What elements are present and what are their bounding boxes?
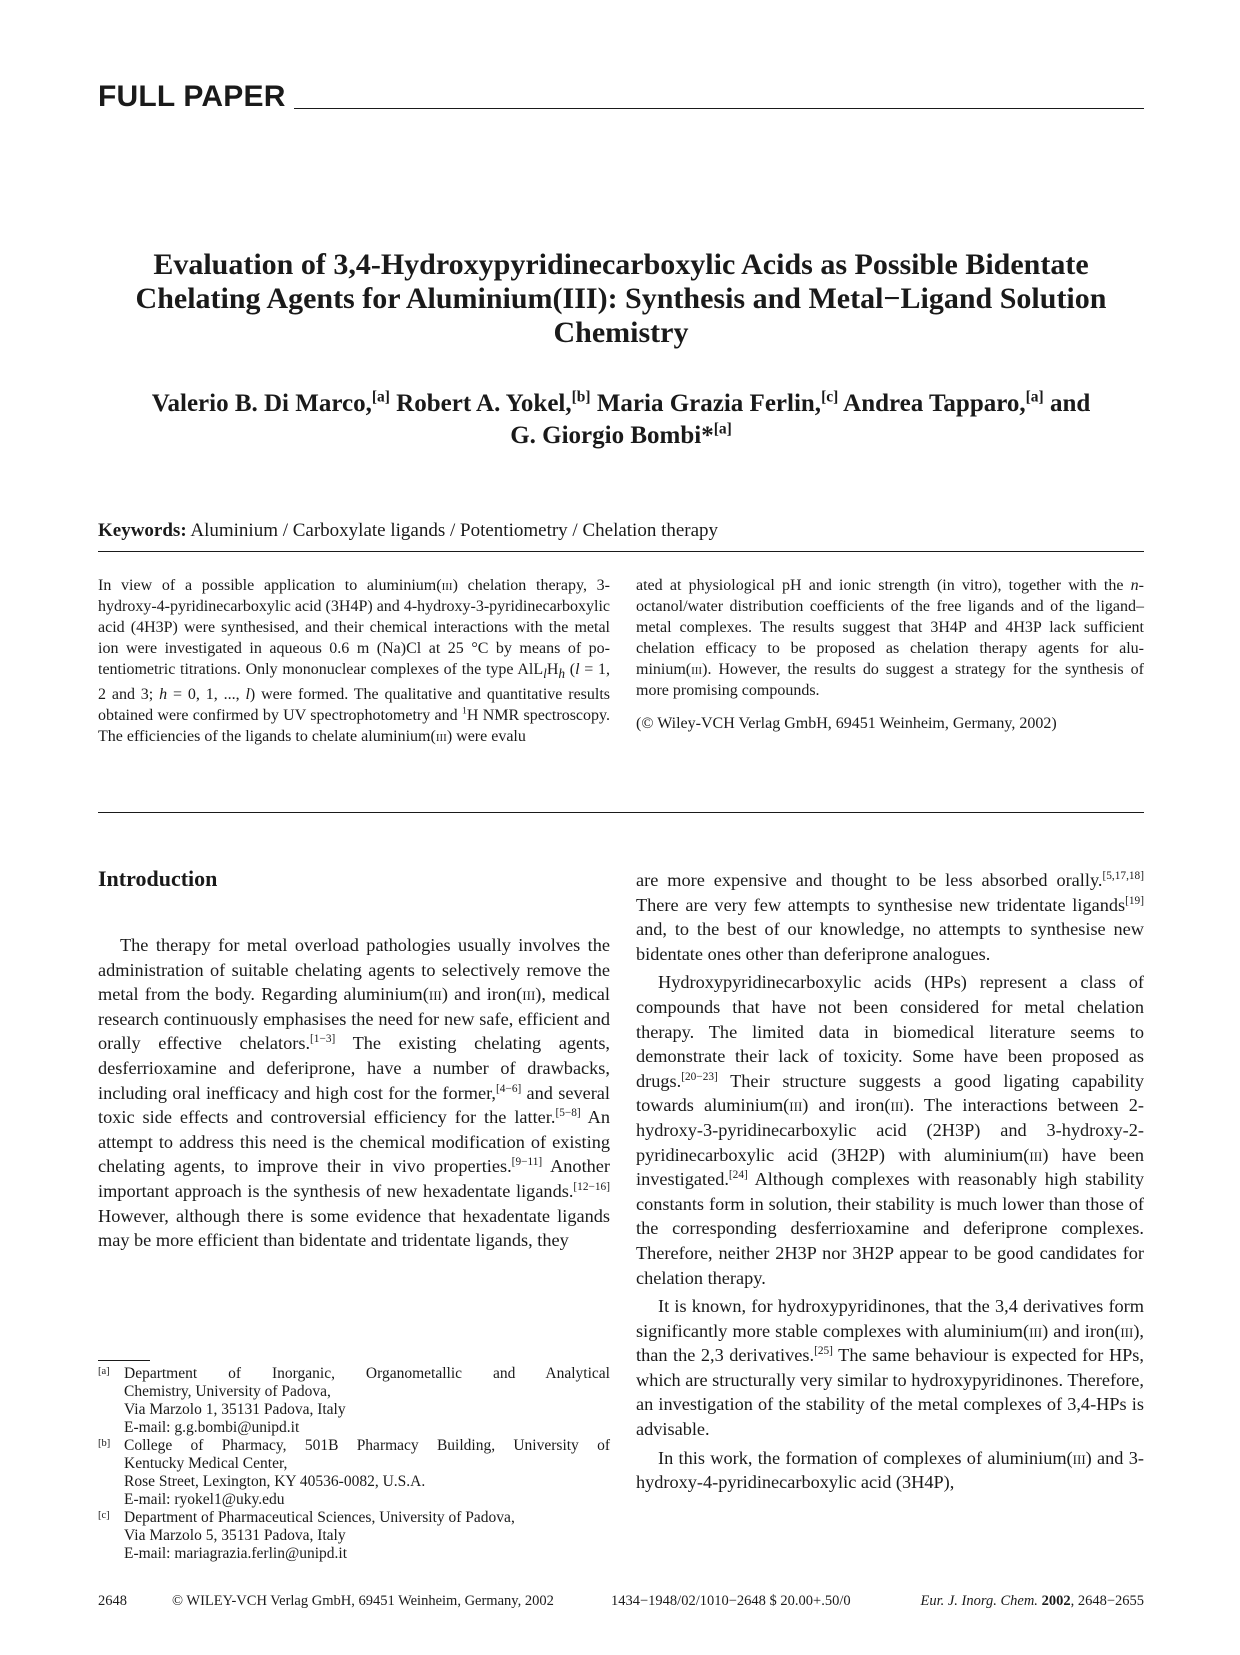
abstract-text-left: In view of a possible application to aluminium(iii) chelation therapy, 3-hydroxy-4-pyridinecarboxylic acid (3H4P) and 4-hydroxy-3-pyridinecarboxylic acid (4H3P) were synthesised, and their chemical interactions with the metal ion were investigated in aqueous 0.6 m (Na)Cl at 25 °C by means of potentiometric titrations. Only mononuclear complexes of the type $AlL_lH_h$ (l = 1, 2 and 3; h = 0, 1, ..., l) were formed. The qualitative and quantitative results obtained were confirmed by UV spectrophotometry and $^1$H NMR spectroscopy. The efficiencies of the ligands to chelate aluminium(iii) were evalu xyxy=(98,577,611,746)
footnote xyxy=(98,1509,610,1563)
footnote xyxy=(98,1365,610,1437)
footnote-line: College of Pharmacy, 501B Pharmacy Building, University of xyxy=(124,1437,610,1454)
author-affiliation: [b] xyxy=(571,388,591,406)
abstract-right-column xyxy=(636,575,1144,746)
footnote-line: Chemistry, University of Padova, xyxy=(124,1383,331,1400)
journal-year: 2002 xyxy=(1041,1593,1071,1609)
footnote xyxy=(98,1437,610,1509)
footnote-line: Via Marzolo 5, 35131 Padova, Italy xyxy=(124,1527,346,1544)
section-label: FULL PAPER xyxy=(98,80,286,113)
keywords-text: Aluminium / Carboxylate ligands / Potentiometry / Chelation therapy xyxy=(190,520,719,541)
title-part-1: Evaluation of 3,4-Hydroxypyridinecarboxylic Acids as Possible Bidentate Chelating Agents for Aluminium( xyxy=(135,248,1089,315)
author-name: Maria Grazia Ferlin, xyxy=(596,390,822,417)
journal-citation xyxy=(920,1592,1144,1610)
footnote-mark: [c] xyxy=(98,1510,110,1521)
author-affiliation: [a] xyxy=(371,388,390,406)
paper-title xyxy=(98,248,1144,350)
intro-paragraph: In this work, the formation of complexes of aluminium(iii) and 3-hydroxy-4-pyridinecarboxylic acid (3H4P), xyxy=(636,1447,1144,1493)
footnote-line: Department of Pharmaceutical Sciences, University of Padova, xyxy=(124,1509,515,1526)
journal-name: Eur. J. Inorg. Chem. xyxy=(920,1593,1038,1609)
title-part-2: ): Synthesis and Metal−Ligand Solution Chemistry xyxy=(553,282,1107,349)
author-affiliation: [c] xyxy=(821,388,839,406)
header-rule xyxy=(294,108,1144,109)
keywords-label: Keywords: xyxy=(98,520,187,541)
intro-paragraph: It is known, for hydroxypyridinones, that the 3,4 derivatives form significantly more stable complexes with aluminium(iii) and iron(iii), than the 2,3 derivatives.[25] The same behaviour is expected for HPs, which are structurally very similar to hydroxypyridinones. Therefore, an investigation of the stability of the metal complexes of 3,4-HPs is advisable. xyxy=(636,1296,1144,1440)
footnote-rule xyxy=(98,1360,150,1361)
introduction-heading: Introduction xyxy=(98,866,218,891)
footnote-line: Via Marzolo 1, 35131 Padova, Italy xyxy=(124,1401,346,1418)
section-header xyxy=(98,78,1144,112)
author-separator: and xyxy=(1043,390,1091,417)
abstract-text-right: ated at physiological pH and ionic strength (in vitro), together with the n-octanol/water distribution coefficients of the free ligands and of the ligand–metal complexes. The results suggest that 3H4P and 4H3P lack sufficient chelation efficacy to be proposed as chelation therapy agents for aluminium(iii). However, the results do suggest a strategy for the synthesis of more promising compounds. xyxy=(636,577,1144,699)
footnote-email: E-mail: ryokel1@uky.edu xyxy=(124,1491,285,1508)
intro-left-column xyxy=(98,933,610,1253)
author-name: Valerio B. Di Marco, xyxy=(151,390,372,417)
intro-paragraph: are more expensive and thought to be less absorbed orally.[5,17,18] There are very few attempts to synthesise new tridentate ligands[19] and, to the best of our knowledge, no attempts to synthesise new bidentate ones other than deferiprone analogues. xyxy=(636,869,1144,964)
abstract-rule xyxy=(98,812,1144,813)
author-name: Robert A. Yokel, xyxy=(396,390,572,417)
footnote-email: E-mail: mariagrazia.ferlin@unipd.it xyxy=(124,1545,348,1562)
footnote-mark: [b] xyxy=(98,1438,111,1449)
keywords xyxy=(98,519,1144,543)
title-oxidation-state: III xyxy=(562,282,598,315)
footnote-line: Department of Inorganic, Organometallic and Analytical xyxy=(124,1365,610,1382)
author-affiliation: [a] xyxy=(713,420,732,438)
footnote-mark: [a] xyxy=(98,1366,110,1377)
intro-right-column xyxy=(636,868,1144,1495)
abstract-copyright: (© Wiley-VCH Verlag GmbH, 69451 Weinheim, Germany, 2002) xyxy=(636,715,1057,732)
author-list xyxy=(98,388,1144,452)
keywords-rule xyxy=(98,551,1144,552)
intro-paragraph: Hydroxypyridinecarboxylic acids (HPs) represent a class of compounds that have not been considered for metal chelation therapy. The limited data in biomedical literature seems to demonstrate their lack of toxicity. Some have been proposed as drugs.[20−23] Their structure suggests a good ligating capability towards aluminium(iii) and iron(iii). The interactions between 2-hydroxy-3-pyridinecarboxylic acid (2H3P) and 3-hydroxy-2-pyridinecarboxylic acid (3H2P) with aluminium(iii) have been investigated.[24] Although complexes with reasonably high stability constants form in solution, their stability is much lower than those of the corresponding desferrioxamine and deferiprone complexes. Therefore, neither 2H3P nor 3H2P appear to be good candidates for chelation therapy. xyxy=(636,972,1145,1288)
footnote-line: Kentucky Medical Center, xyxy=(124,1455,288,1472)
footnote-line: Rose Street, Lexington, KY 40536-0082, U.S.A. xyxy=(124,1473,426,1490)
article-code: 1434−1948/02/1010−2648 $ 20.00+.50/0 xyxy=(611,1593,851,1609)
page-number: 2648 xyxy=(98,1593,127,1609)
author-affiliation: [a] xyxy=(1025,388,1044,406)
author-name: Andrea Tapparo, xyxy=(843,390,1026,417)
publisher-line: © WILEY-VCH Verlag GmbH, 69451 Weinheim, Germany, 2002 xyxy=(172,1593,554,1609)
affiliation-footnotes xyxy=(98,1365,610,1563)
intro-paragraph: The therapy for metal overload pathologies usually involves the administration of suitable chelating agents to selectively remove the metal from the body. Regarding aluminium(iii) and iron(iii), medical research continuously emphasises the need for new safe, efficient and orally effective chelators.[1−3] The existing chelating agents, desferrioxamine and deferiprone, have a number of drawbacks, including oral inefficacy and high cost for the former,[4−6] and several toxic side effects and controversial efficiency for the latter.[5−8] An attempt to address this need is the chemical modification of existing chelating agents, to improve their in vivo properties.[9−11] Another important approach is the synthesis of new hexadentate ligands.[12−16] However, although there is some evidence that hexadentate ligands may be more efficient than bidentate and tridentate ligands, they xyxy=(98,935,611,1251)
abstract-left-column xyxy=(98,575,610,759)
journal-pages: , 2648−2655 xyxy=(1070,1593,1144,1609)
footnote-email: E-mail: g.g.bombi@unipd.it xyxy=(124,1419,300,1436)
author-name: G. Giorgio Bombi* xyxy=(510,422,714,449)
